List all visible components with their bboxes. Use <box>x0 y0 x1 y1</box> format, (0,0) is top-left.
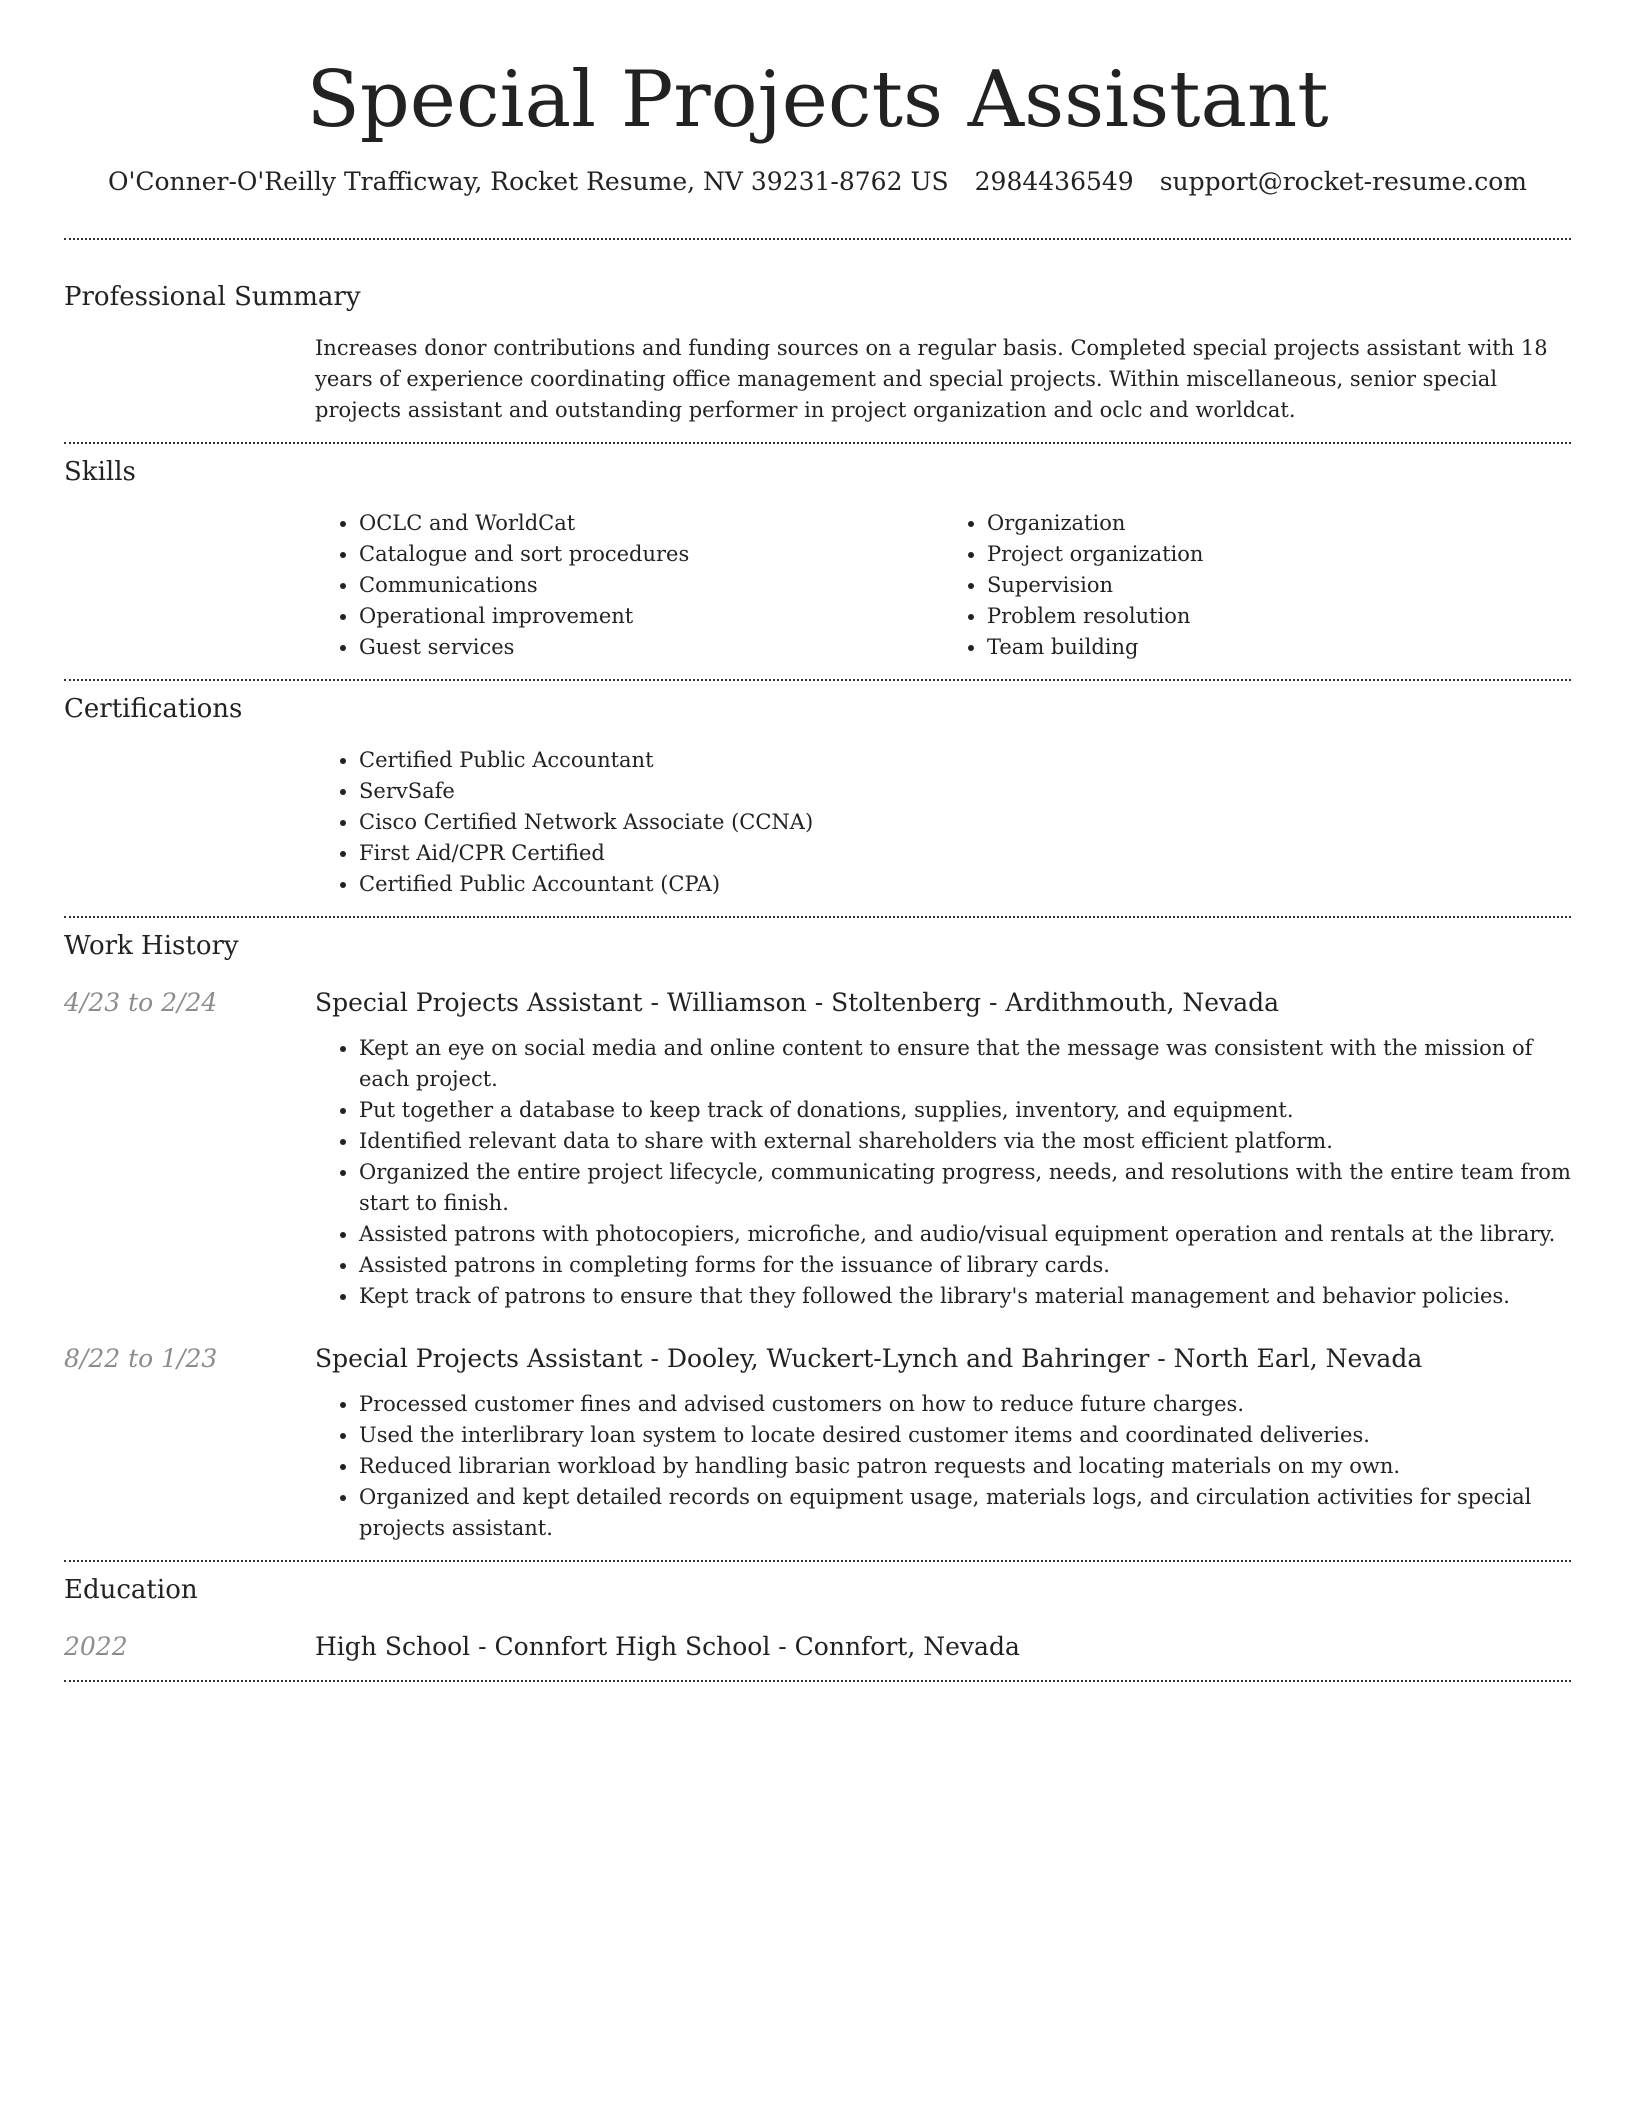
education-row <box>64 1630 1571 1664</box>
work-history-heading: Work History <box>64 931 239 961</box>
list-item: • Certified Public Accountant <box>359 745 1571 776</box>
education-heading-line: High School - Connfort High School - Connfort, Nevada <box>315 1632 1020 1661</box>
list-item: • Kept track of patrons to ensure that they followed the library's material management and behavior policies. <box>359 1281 1571 1312</box>
list-item: • Guest services <box>359 632 943 663</box>
list-item: • OCLC and WorldCat <box>359 508 943 539</box>
list-item: • Put together a database to keep track of donations, supplies, inventory, and equipment. <box>359 1095 1571 1126</box>
job-entry <box>64 1342 1571 1544</box>
skills-list-left <box>315 508 943 663</box>
list-item: • Reduced librarian workload by handling basic patron requests and locating materials on my own. <box>359 1451 1571 1482</box>
contact-email: support@rocket-resume.com <box>1159 167 1528 196</box>
summary-text: Increases donor contributions and funding sources on a regular basis. Completed special projects assistant with 18 years of experience coordinating office management and special projects. Within miscellaneous, senior special projects assistant and outstanding performer in project organization and oclc and worldcat. <box>315 336 1548 422</box>
job-dates: 8/22 to 1/23 <box>64 1344 218 1373</box>
list-item: • Used the interlibrary loan system to locate desired customer items and coordinated deliveries. <box>359 1420 1571 1451</box>
job-heading: Special Projects Assistant - Williamson - Stoltenberg - Ardithmouth, Nevada <box>315 988 1280 1017</box>
job-heading: Special Projects Assistant - Dooley, Wuckert-Lynch and Bahringer - North Earl, Nevada <box>315 1344 1423 1373</box>
job-duties-list <box>315 1389 1571 1544</box>
list-item: • ServSafe <box>359 776 1571 807</box>
job-duties <box>315 1033 1571 1312</box>
certifications-block <box>315 745 1571 900</box>
list-item: • Supervision <box>987 570 1571 601</box>
list-item: • Operational improvement <box>359 601 943 632</box>
work-history-section <box>64 918 1571 1544</box>
education-heading: Education <box>64 1575 198 1605</box>
list-item: • Organized the entire project lifecycle, communicating progress, needs, and resolutions with the entire team from start to finish. <box>359 1157 1571 1219</box>
list-item: • Assisted patrons in completing forms for the issuance of library cards. <box>359 1250 1571 1281</box>
list-item: • Team building <box>987 632 1571 663</box>
list-item: • Communications <box>359 570 943 601</box>
skills-heading: Skills <box>64 457 136 487</box>
skills-list-right <box>943 508 1571 663</box>
job-dates: 4/23 to 2/24 <box>64 988 218 1017</box>
list-item: • First Aid/CPR Certified <box>359 838 1571 869</box>
skills-section <box>64 444 1571 663</box>
list-item: • Organization <box>987 508 1571 539</box>
education-year: 2022 <box>64 1632 128 1661</box>
contact-line <box>64 166 1571 198</box>
summary-heading: Professional Summary <box>64 282 361 312</box>
certifications-list <box>315 745 1571 900</box>
job-duties <box>315 1389 1571 1544</box>
list-item: • Identified relevant data to share with external shareholders via the most efficient platform. <box>359 1126 1571 1157</box>
skills-grid <box>315 508 1571 663</box>
list-item: • Certified Public Accountant (CPA) <box>359 869 1571 900</box>
certifications-heading: Certifications <box>64 694 243 724</box>
job-duties-list <box>315 1033 1571 1312</box>
list-item: • Cisco Certified Network Associate (CCNA) <box>359 807 1571 838</box>
resume-name-title: Special Projects Assistant <box>306 55 1329 145</box>
list-item: • Assisted patrons with photocopiers, microfiche, and audio/visual equipment operation and rentals at the library. <box>359 1219 1571 1250</box>
list-item: • Problem resolution <box>987 601 1571 632</box>
list-item: • Project organization <box>987 539 1571 570</box>
summary-section <box>64 240 1571 426</box>
education-divider <box>64 1680 1571 1682</box>
list-item: • Kept an eye on social media and online content to ensure that the message was consistent with the mission of each project. <box>359 1033 1571 1095</box>
job-header-row <box>64 1342 1571 1376</box>
resume-page <box>64 0 1571 1682</box>
certifications-section <box>64 681 1571 900</box>
education-section <box>64 1562 1571 1664</box>
list-item: • Organized and kept detailed records on equipment usage, materials logs, and circulation activities for special projects assistant. <box>359 1482 1571 1544</box>
job-header-row <box>64 986 1571 1020</box>
list-item: • Processed customer fines and advised customers on how to reduce future charges. <box>359 1389 1571 1420</box>
list-item: • Catalogue and sort procedures <box>359 539 943 570</box>
contact-address: O'Conner-O'Reilly Trafficway, Rocket Resume, NV 39231-8762 US <box>107 167 949 196</box>
contact-phone: 2984436549 <box>974 167 1134 196</box>
job-entry <box>64 986 1571 1312</box>
